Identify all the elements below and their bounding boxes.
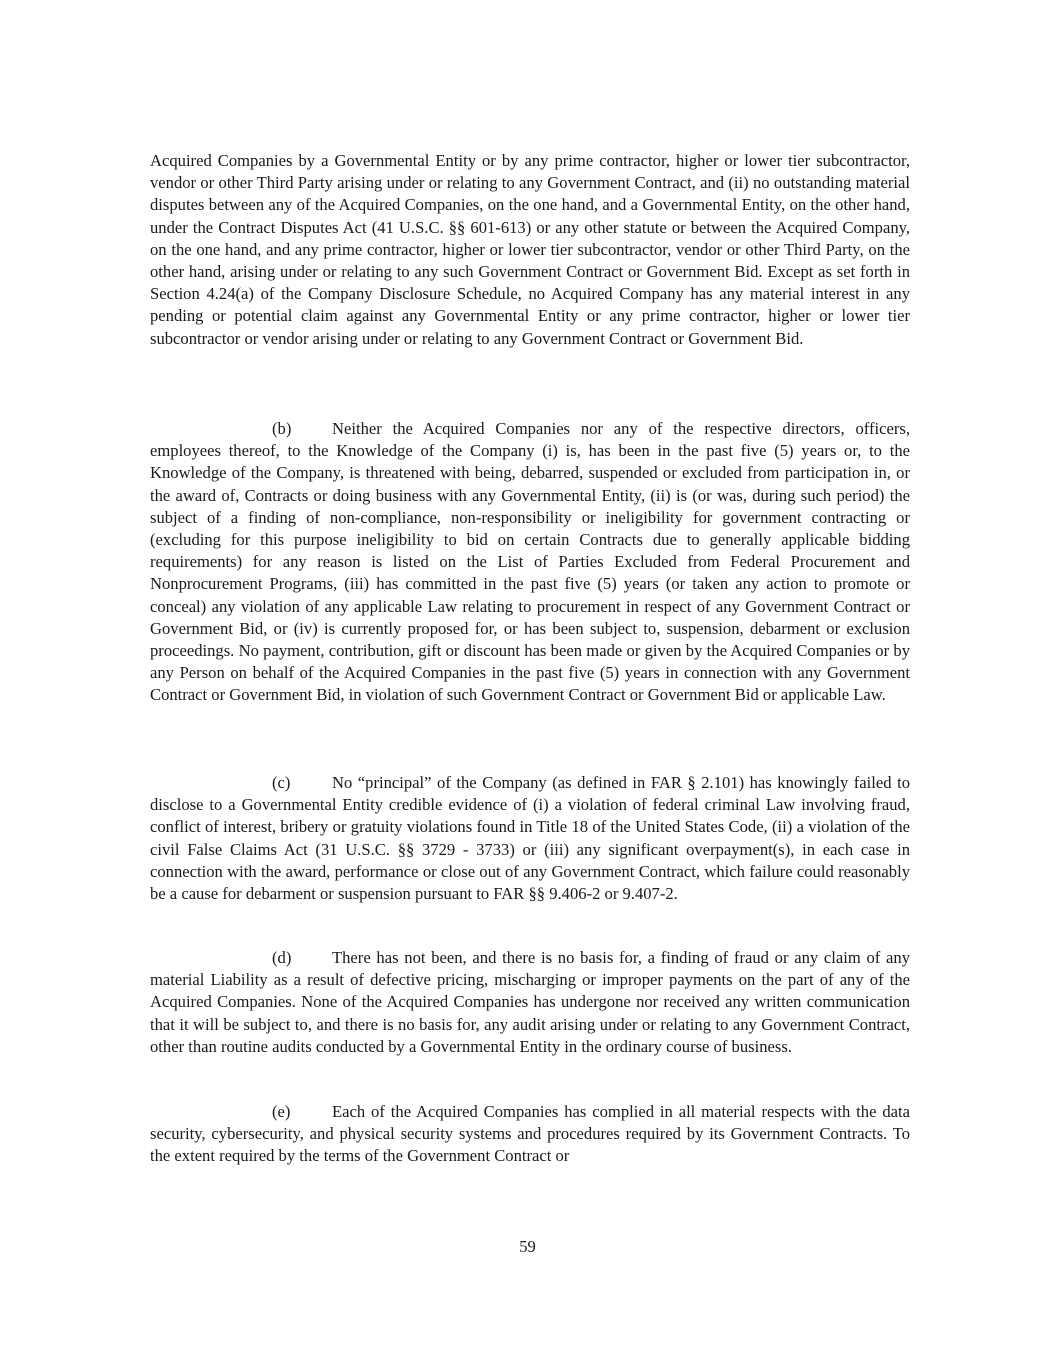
paragraph-b-marker: (b) [272, 419, 292, 438]
paragraph-d-marker: (d) [272, 948, 292, 967]
continuation-paragraph-text: Acquired Companies by a Governmental Entity or by any prime contractor, higher or lower tier subcontractor, vendor or other Third Party arising under or relating to any Government Contract, and (ii) no outstanding material disputes between any of the Acquired Companies, on the one hand, and a Governmental Entity, on the other hand, under the Contract Disputes Act (41 U.S.C. §§ 601-613) or any other statute or between the Acquired Company, on the one hand, and any prime contractor, higher or lower tier subcontractor, vendor or other Third Party, on the other hand, arising under or relating to any such Government Contract or Government Bid. Except as set forth in Section 4.24(a) of the Company Disclosure Schedule, no Acquired Company has any material interest in any pending or potential claim against any Governmental Entity or any prime contractor, higher or lower tier subcontractor or vendor arising under or relating to any Government Contract or Government Bid. [150, 151, 910, 348]
paragraph-c [150, 772, 910, 905]
paragraph-b-text: Neither the Acquired Companies nor any of the respective directors, officers, employees thereof, to the Knowledge of the Company (i) is, has been in the past five (5) years or, to the Knowledge of the Company, is threatened with being, debarred, suspended or excluded from participation in, or the award of, Contracts or doing business with any Governmental Entity, (ii) is (or was, during such period) the subject of a finding of non-compliance, non-responsibility or ineligibility for government contracting or (excluding for this purpose ineligibility to bid on certain Contracts due to generally applicable bidding requirements) for any reason is listed on the List of Parties Excluded from Federal Procurement and Nonprocurement Programs, (iii) has committed in the past five (5) years (or taken any action to promote or conceal) any violation of any applicable Law relating to procurement in respect of any Government Contract or Government Bid, or (iv) is currently proposed for, or has been subject to, suspension, debarment or exclusion proceedings. No payment, contribution, gift or discount has been made or given by the Acquired Companies or by any Person on behalf of the Acquired Companies in the past five (5) years in connection with any Government Contract or Government Bid, in violation of such Government Contract or Government Bid or applicable Law. [150, 419, 910, 705]
page-number: 59 [519, 1237, 536, 1256]
paragraph-b [150, 418, 910, 707]
continuation-paragraph [150, 150, 910, 350]
paragraph-e-text: Each of the Acquired Companies has complied in all material respects with the data security, cybersecurity, and physical security systems and procedures required by its Government Contracts. To the extent required by the terms of the Government Contract or [150, 1102, 910, 1166]
paragraph-c-text: No “principal” of the Company (as defined in FAR § 2.101) has knowingly failed to disclose to a Governmental Entity credible evidence of (i) a violation of federal criminal Law involving fraud, conflict of interest, bribery or gratuity violations found in Title 18 of the United States Code, (ii) a violation of the civil False Claims Act (31 U.S.C. §§ 3729 - 3733) or (iii) any significant overpayment(s), in each case in connection with the award, performance or close out of any Government Contract, which failure could reasonably be a cause for debarment or suspension pursuant to FAR §§ 9.406-2 or 9.407-2. [150, 773, 910, 904]
paragraph-c-marker: (c) [272, 773, 291, 792]
paragraph-e [150, 1101, 910, 1168]
paragraph-e-marker: (e) [272, 1102, 291, 1121]
paragraph-d [150, 947, 910, 1058]
paragraph-d-text: There has not been, and there is no basis for, a finding of fraud or any claim of any material Liability as a result of defective pricing, mischarging or improper payments on the part of any of the Acquired Companies. None of the Acquired Companies has undergone nor received any written communication that it will be subject to, and there is no basis for, any audit arising under or relating to any Government Contract, other than routine audits conducted by a Governmental Entity in the ordinary course of business. [150, 948, 910, 1056]
